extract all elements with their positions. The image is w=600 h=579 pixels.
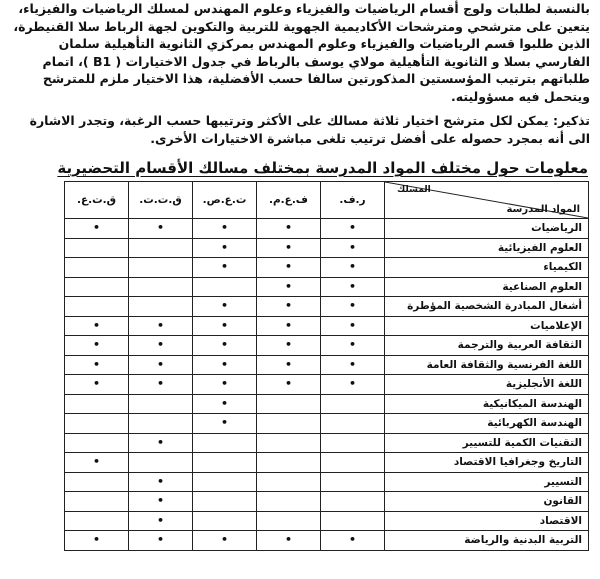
mark-cell (257, 433, 321, 453)
mark-cell (129, 219, 193, 239)
mark-cell (193, 492, 257, 512)
mark-cell (193, 355, 257, 375)
bullet-mark: • (348, 338, 357, 352)
bullet-mark: • (156, 318, 165, 332)
subjects-table (64, 181, 589, 551)
bullet-mark: • (156, 338, 165, 352)
table-row (65, 531, 589, 551)
mark-cell (193, 297, 257, 317)
bullet-mark: • (156, 377, 165, 391)
mark-cell (257, 355, 321, 375)
mark-cell (65, 472, 129, 492)
mark-cell (321, 492, 385, 512)
mark-cell (129, 375, 193, 395)
table-body (65, 219, 589, 551)
mark-cell (193, 472, 257, 492)
mark-cell (65, 394, 129, 414)
bullet-mark: • (156, 221, 165, 235)
mark-cell (193, 394, 257, 414)
mark-cell (65, 375, 129, 395)
mark-cell (257, 453, 321, 473)
subject-cell: الهندسة الكهربائية (385, 414, 589, 434)
table-row (65, 492, 589, 512)
mark-cell (65, 219, 129, 239)
subjects-label: المواد المدرسة (506, 204, 580, 215)
bullet-mark: • (92, 338, 101, 352)
bullet-mark: • (348, 357, 357, 371)
table-row (65, 297, 589, 317)
bullet-mark: • (284, 377, 293, 391)
bullet-mark: • (348, 377, 357, 391)
mark-cell (65, 511, 129, 531)
mark-cell (321, 375, 385, 395)
mark-cell (321, 453, 385, 473)
mark-cell (129, 531, 193, 551)
column-header: ف.ع.م. (257, 182, 321, 219)
mark-cell (129, 297, 193, 317)
mark-cell (65, 453, 129, 473)
bullet-mark: • (92, 221, 101, 235)
mark-cell (65, 531, 129, 551)
mark-cell (193, 238, 257, 258)
bullet-mark: • (284, 318, 293, 332)
mark-cell (193, 375, 257, 395)
mark-cell (321, 258, 385, 278)
bullet-mark: • (156, 357, 165, 371)
subject-cell: الهندسة الميكانيكية (385, 394, 589, 414)
bullet-mark: • (220, 221, 229, 235)
mark-cell (65, 433, 129, 453)
mark-cell (321, 297, 385, 317)
mark-cell (193, 258, 257, 278)
bullet-mark: • (92, 377, 101, 391)
mark-cell (129, 433, 193, 453)
subject-cell: اللغة الفرنسية والثقافة العامة (385, 355, 589, 375)
bullet-mark: • (348, 240, 357, 254)
mark-cell (321, 414, 385, 434)
table-row (65, 414, 589, 434)
mark-cell (193, 414, 257, 434)
bullet-mark: • (220, 318, 229, 332)
bullet-mark: • (156, 513, 165, 527)
mark-cell (257, 238, 321, 258)
corner-header-cell (385, 182, 589, 219)
bullet-mark: • (220, 377, 229, 391)
mark-cell (257, 511, 321, 531)
bullet-mark: • (284, 533, 293, 547)
mark-cell (65, 277, 129, 297)
mark-cell (129, 453, 193, 473)
subject-cell: التقنيات الكمية للتسيير (385, 433, 589, 453)
mark-cell (65, 316, 129, 336)
bullet-mark: • (92, 455, 101, 469)
bullet-mark: • (220, 396, 229, 410)
table-row (65, 511, 589, 531)
table-title: معلومات حول مختلف المواد المدرسة بمختلف مسالك الأقسام التحضيرية (57, 159, 588, 177)
mark-cell (65, 492, 129, 512)
bullet-mark: • (156, 533, 165, 547)
intro-paragraph-1: بالنسبة لطلبات ولوج أقسام الرياضيات والفيزياء وعلوم المهندس لمسلك الرياضيات والفيزياء، يتعين على مترشحي ومترشحات الأكاديمية الجهوية للتربية والتكوين لجهة الرباط سلا القنيطرة، الذين طلبوا قسم الرياضيات والفيزياء وعلوم المهندس بمركزي الثانوية التأهيلية سلمان الفارسي بسلا و الثانوية التأهيلية مولاي يوسف بالرباط في جدول الاختيارات ( B1 )، اتمام طلباتهم بترتيب المؤسستين المذكورتين سالفا حسب الأفضلية، هذا الاختيار ملزم للمترشح ويتحمل فيه مسؤوليته. (13, 1, 590, 104)
table-row (65, 433, 589, 453)
table-row (65, 336, 589, 356)
mark-cell (193, 277, 257, 297)
bullet-mark: • (284, 221, 293, 235)
bullet-mark: • (348, 318, 357, 332)
mark-cell (321, 336, 385, 356)
mark-cell (65, 238, 129, 258)
mark-cell (257, 219, 321, 239)
mark-cell (257, 414, 321, 434)
mark-cell (257, 394, 321, 414)
mark-cell (193, 433, 257, 453)
mark-cell (257, 297, 321, 317)
mark-cell (257, 277, 321, 297)
mark-cell (257, 472, 321, 492)
bullet-mark: • (220, 357, 229, 371)
subject-cell: اللغة الأنجليزية (385, 375, 589, 395)
subject-cell: الثقافة العربية والترجمة (385, 336, 589, 356)
mark-cell (129, 238, 193, 258)
mark-cell (65, 297, 129, 317)
table-row (65, 277, 589, 297)
mark-cell (65, 355, 129, 375)
bullet-mark: • (92, 357, 101, 371)
column-header: ر.ف. (321, 182, 385, 219)
mark-cell (257, 316, 321, 336)
mark-cell (193, 336, 257, 356)
mark-cell (257, 258, 321, 278)
table-row (65, 219, 589, 239)
mark-cell (129, 316, 193, 336)
bullet-mark: • (220, 338, 229, 352)
bullet-mark: • (284, 260, 293, 274)
mark-cell (257, 531, 321, 551)
table-row (65, 238, 589, 258)
subject-cell: الكيمياء (385, 258, 589, 278)
bullet-mark: • (348, 221, 357, 235)
mark-cell (321, 355, 385, 375)
subject-cell: العلوم الفيزيائية (385, 238, 589, 258)
mark-cell (257, 336, 321, 356)
subject-cell: التربية البدنية والرياضة (385, 531, 589, 551)
bullet-mark: • (92, 533, 101, 547)
mark-cell (193, 453, 257, 473)
mark-cell (129, 472, 193, 492)
bullet-mark: • (220, 260, 229, 274)
mark-cell (321, 472, 385, 492)
column-header: ت.ع.ص. (193, 182, 257, 219)
bullet-mark: • (220, 416, 229, 430)
mark-cell (65, 414, 129, 434)
subject-cell: القانون (385, 492, 589, 512)
reminder-paragraph: تذكير: يمكن لكل مترشح اختيار ثلاثة مسالك على الأكثر وترتيبها حسب الرغبة، وتجدر الاشارة الى أنه بمجرد حصوله على أفضل ترتيب تلغى مباشرة الاختيارات الأخرى. (29, 113, 590, 146)
bullet-mark: • (92, 318, 101, 332)
column-header: ق.ت.ع. (65, 182, 129, 219)
mark-cell (129, 258, 193, 278)
mark-cell (129, 511, 193, 531)
mark-cell (257, 492, 321, 512)
mark-cell (321, 219, 385, 239)
bullet-mark: • (348, 533, 357, 547)
subject-cell: التسيير (385, 472, 589, 492)
mark-cell (65, 336, 129, 356)
mark-cell (321, 511, 385, 531)
mark-cell (193, 531, 257, 551)
bullet-mark: • (284, 299, 293, 313)
table-row (65, 453, 589, 473)
mark-cell (321, 394, 385, 414)
bullet-mark: • (156, 494, 165, 508)
bullet-mark: • (156, 435, 165, 449)
table-row (65, 316, 589, 336)
subject-cell: الإعلاميات (385, 316, 589, 336)
mark-cell (129, 492, 193, 512)
mark-cell (321, 531, 385, 551)
mark-cell (321, 277, 385, 297)
subject-cell: العلوم الصناعية (385, 277, 589, 297)
mark-cell (129, 394, 193, 414)
subject-cell: أشغال المبادرة الشخصية المؤطرة (385, 297, 589, 317)
table-row (65, 355, 589, 375)
mark-cell (321, 433, 385, 453)
mark-cell (129, 414, 193, 434)
column-header: ق.ت.ت. (129, 182, 193, 219)
bullet-mark: • (348, 260, 357, 274)
mark-cell (321, 238, 385, 258)
mark-cell (321, 316, 385, 336)
subject-cell: الاقتصاد (385, 511, 589, 531)
subject-cell: التاريخ وجغرافيا الاقتصاد (385, 453, 589, 473)
bullet-mark: • (284, 240, 293, 254)
mark-cell (129, 355, 193, 375)
table-row (65, 394, 589, 414)
mark-cell (193, 511, 257, 531)
mark-cell (193, 219, 257, 239)
bullet-mark: • (284, 279, 293, 293)
table-row (65, 375, 589, 395)
bullet-mark: • (220, 240, 229, 254)
bullet-mark: • (156, 474, 165, 488)
mark-cell (129, 336, 193, 356)
bullet-mark: • (284, 357, 293, 371)
bullet-mark: • (348, 299, 357, 313)
subject-cell: الرياضيات (385, 219, 589, 239)
bullet-mark: • (284, 338, 293, 352)
bullet-mark: • (348, 279, 357, 293)
table-row (65, 258, 589, 278)
table-row (65, 472, 589, 492)
bullet-mark: • (220, 299, 229, 313)
mark-cell (257, 375, 321, 395)
mark-cell (129, 277, 193, 297)
bullet-mark: • (220, 533, 229, 547)
mark-cell (193, 316, 257, 336)
mark-cell (65, 258, 129, 278)
table-header-row (65, 182, 589, 219)
track-label: المسلك (397, 185, 431, 195)
